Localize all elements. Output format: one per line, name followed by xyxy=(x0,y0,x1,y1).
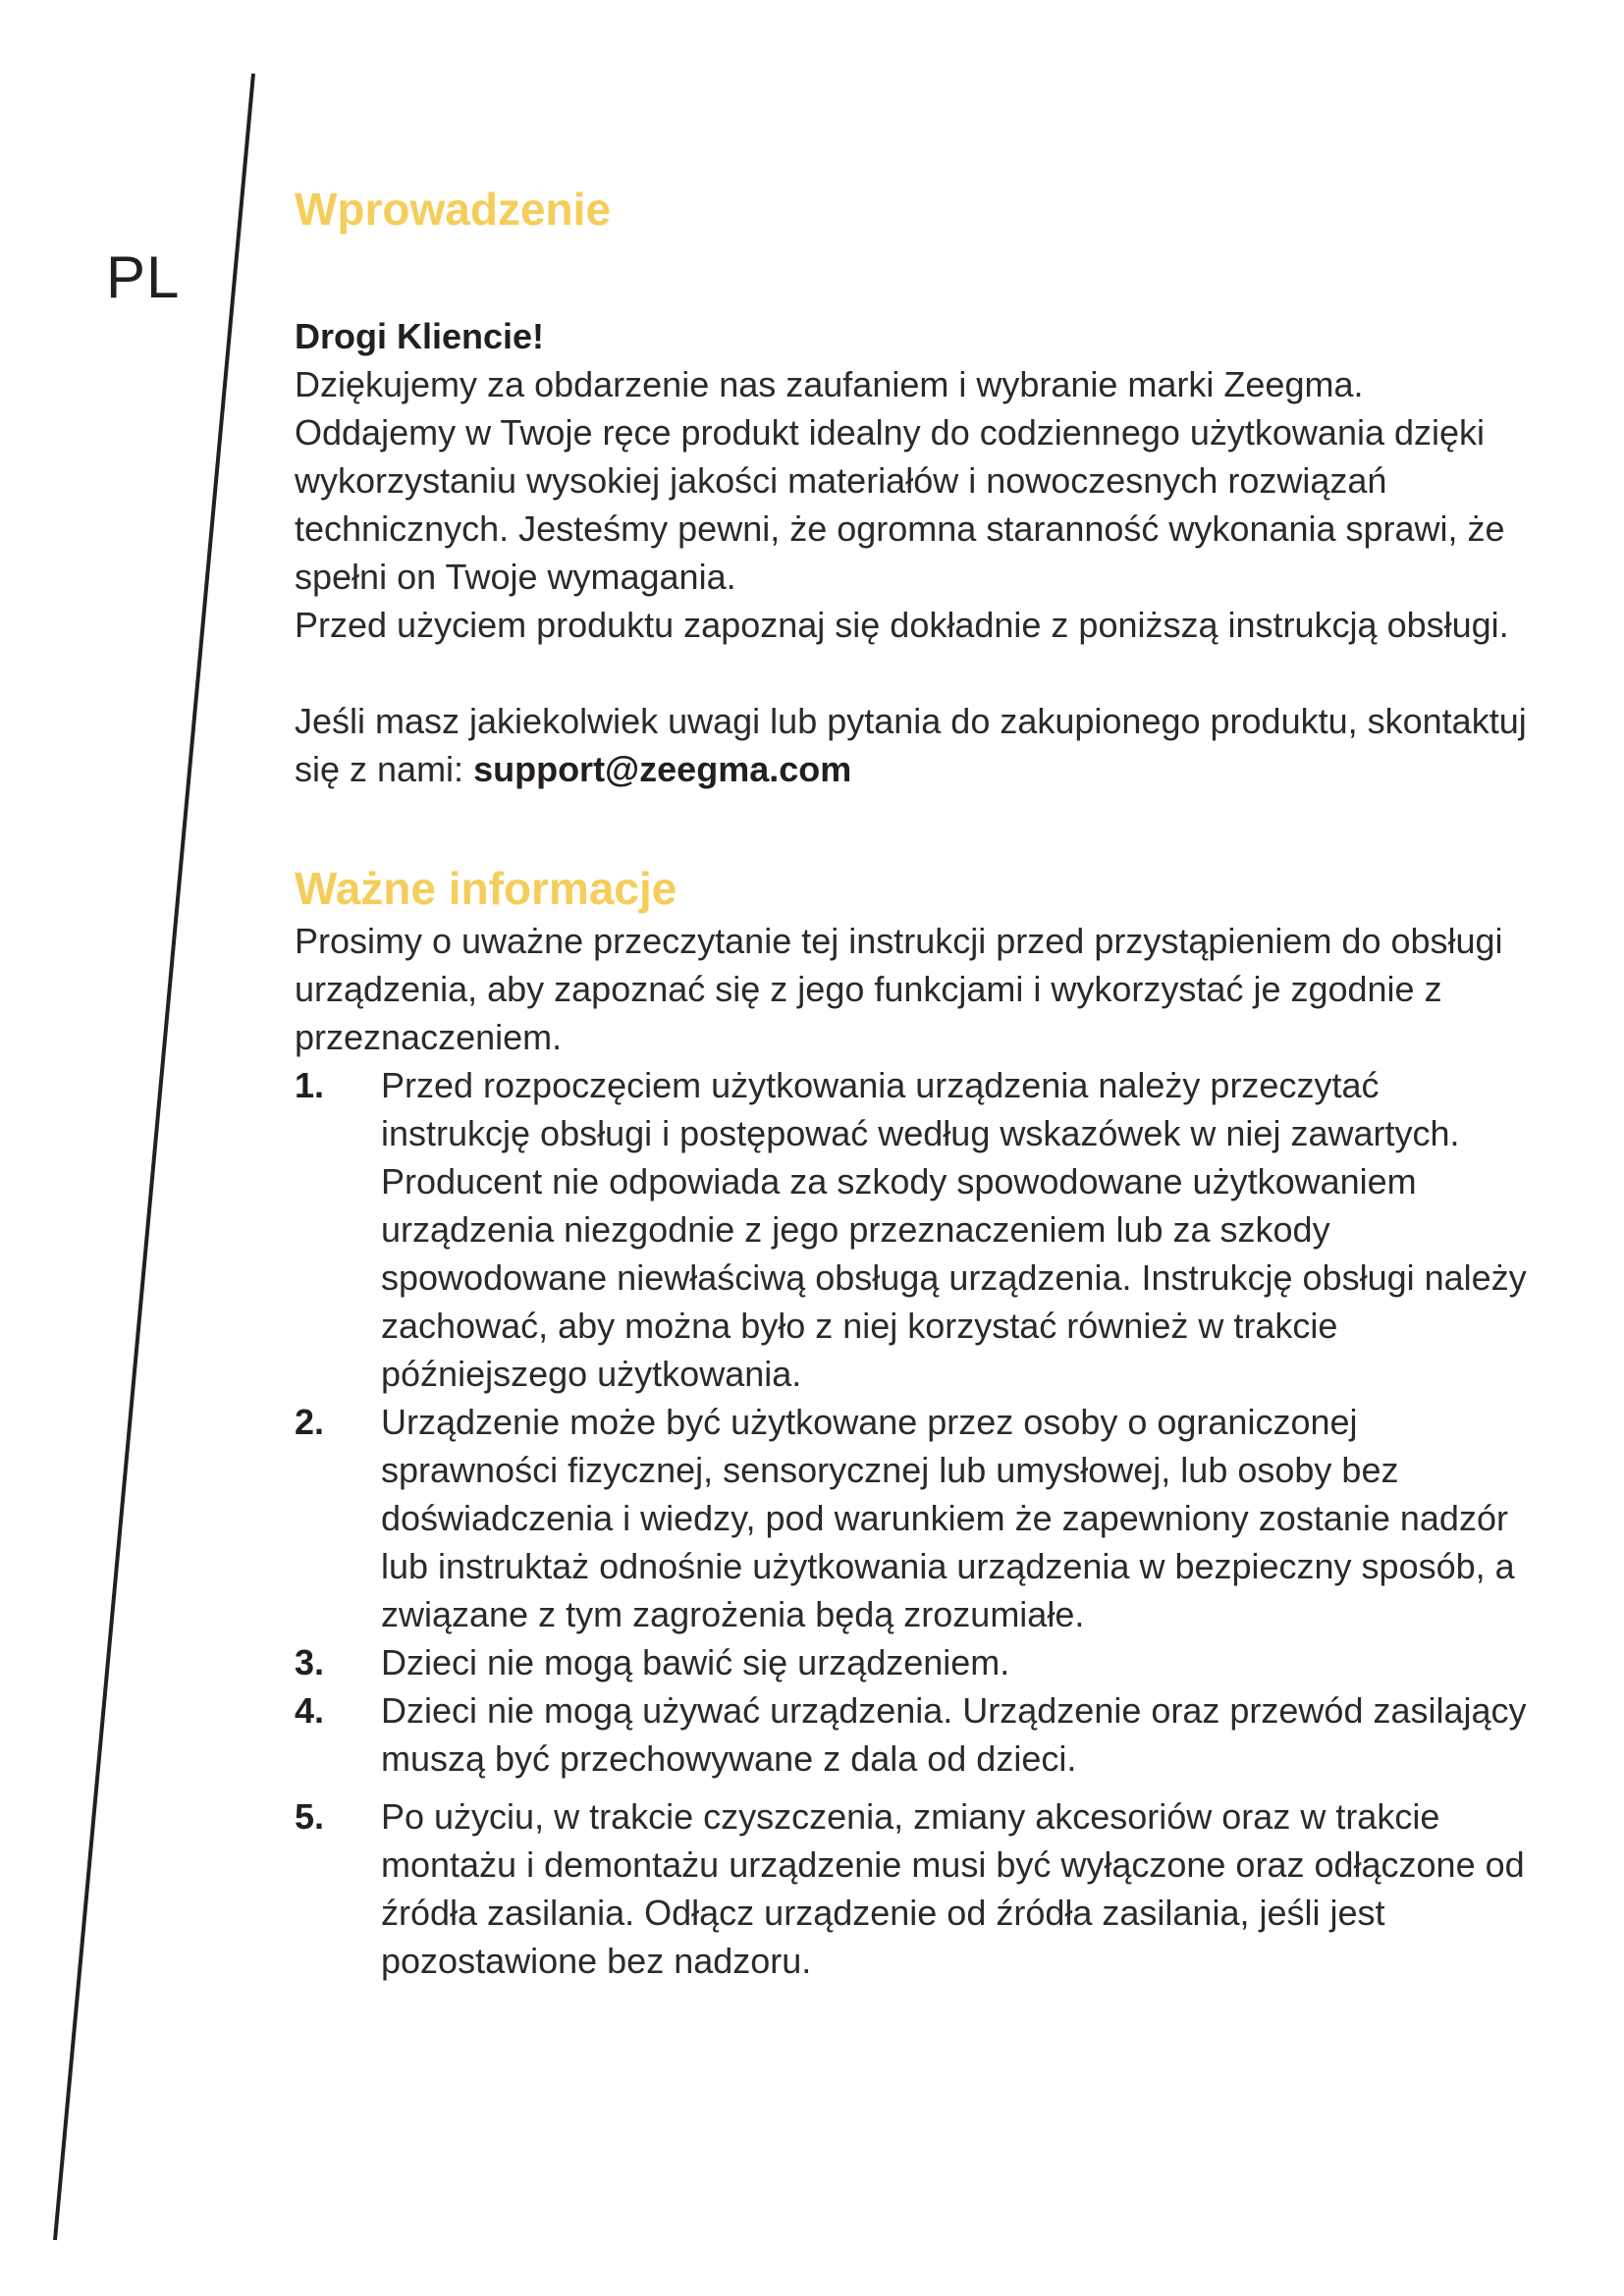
list-item-text: Przed rozpoczęciem użytkowania urządzenia należy przeczytać instrukcję obsługi i postępować według wskazówek w niej zawartych. Producent nie odpowiada za szkody spowodowane użytkowaniem urządzenia niezgodnie z jego przeznaczeniem lub za szkody spowodowane niewłaściwą obsługą urządzenia. Instrukcję obsługi należy zachować, aby można było z niej korzystać również w trakcie późniejszego użytkowania. xyxy=(381,1065,1527,1395)
introduction-paragraph: Dziękujemy za obdarzenie nas zaufaniem i wybranie marki Zeegma. Oddajemy w Twoje ręce produkt idealny do codziennego użytkowania dzięki wykorzystaniu wysokiej jakości materiałów i nowoczesnych rozwiązań technicznych. Jesteśmy pewni, że ogromna staranność wykonania sprawi, że spełni on Twoje wymagania. xyxy=(295,363,1505,597)
contact-paragraph xyxy=(295,697,1532,793)
list-item-number: 5. xyxy=(295,1796,325,1838)
list-item-number: 2. xyxy=(295,1402,325,1443)
important-info-intro: Prosimy o uważne przeczytanie tej instrukcji przed przystąpieniem do obsługi urządzenia, aby zapoznać się z jego funkcjami i wykorzystać je zgodnie z przeznaczeniem. xyxy=(295,921,1503,1058)
list-item-number: 1. xyxy=(295,1065,325,1106)
list-item xyxy=(295,1398,1532,1638)
list-item-text: Dzieci nie mogą bawić się urządzeniem. xyxy=(381,1642,1010,1683)
safety-rules-list xyxy=(295,1061,1532,1985)
document-content xyxy=(295,177,1532,1985)
list-item xyxy=(295,1792,1532,1985)
list-item-number: 3. xyxy=(295,1642,325,1683)
greeting: Drogi Kliencie! xyxy=(295,315,545,356)
support-email-link[interactable]: support@zeegma.com xyxy=(473,748,852,789)
list-item-text: Po użyciu, w trakcie czyszczenia, zmiany akcesoriów oraz w trakcie montażu i demontażu urządzenie musi być wyłączone oraz odłączone od źródła zasilania. Odłącz urządzenie od źródła zasilania, jeśli jest pozostawione bez nadzoru. xyxy=(381,1796,1525,1982)
list-item xyxy=(295,1061,1532,1398)
contact-text: Jeśli masz jakiekolwiek uwagi lub pytania do zakupionego produktu, skontaktuj się z nami: xyxy=(295,700,1527,789)
list-item xyxy=(295,1686,1532,1783)
language-code: PL xyxy=(106,244,181,310)
list-item-text: Dzieci nie mogą używać urządzenia. Urządzenie oraz przewód zasilający muszą być przechowywane z dala od dzieci. xyxy=(381,1690,1527,1780)
important-info-heading: Ważne informacje xyxy=(295,862,677,914)
instruction-reminder-paragraph: Przed użyciem produktu zapoznaj się dokładnie z poniższą instrukcją obsługi. xyxy=(295,604,1509,645)
list-item-number: 4. xyxy=(295,1690,325,1732)
introduction-heading: Wprowadzenie xyxy=(295,184,612,235)
list-item xyxy=(295,1638,1532,1686)
list-item-text: Urządzenie może być użytkowane przez osoby o ograniczonej sprawności fizycznej, sensorycznej lub umysłowej, lub osoby bez doświadczenia i wiedzy, pod warunkiem że zapewniony zostanie nadzór lub instruktaż odnośnie użytkowania urządzenia w bezpieczny sposób, a związane z tym zagrożenia będą zrozumiałe. xyxy=(381,1402,1515,1635)
